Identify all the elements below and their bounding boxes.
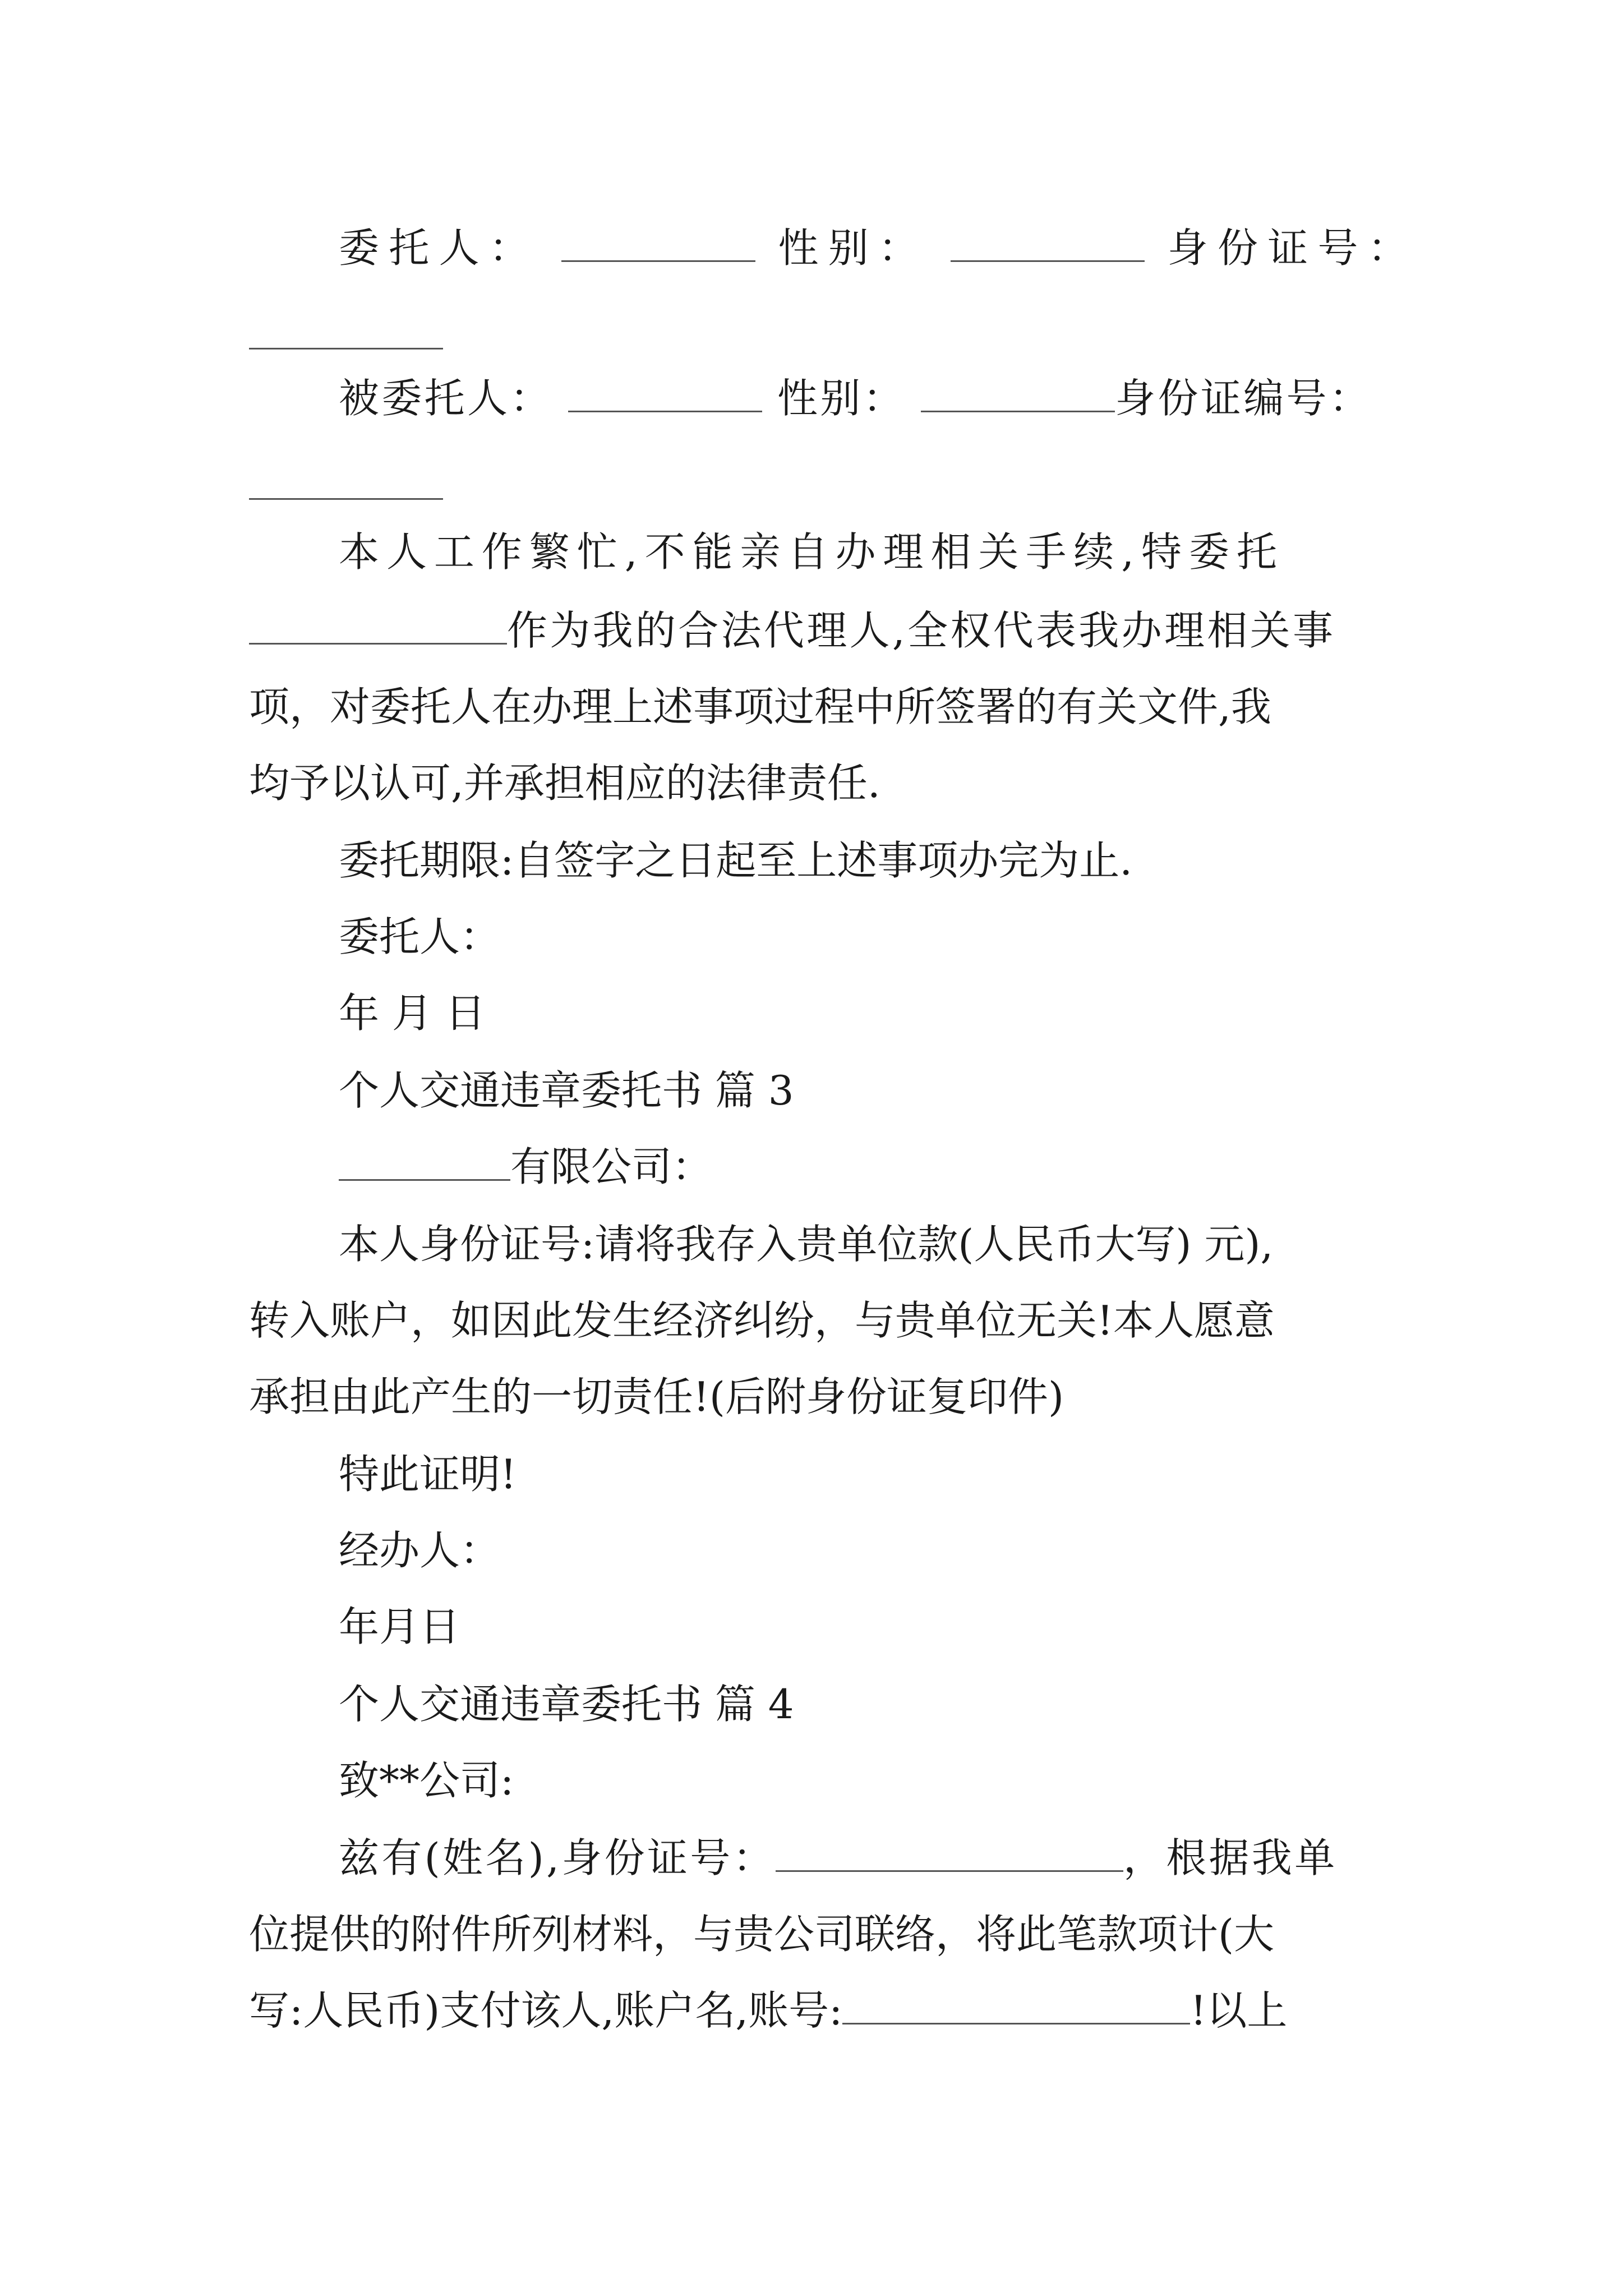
section-heading: [339, 1676, 794, 1732]
agent-name-fill-blank: [249, 604, 507, 645]
agent-name-blank: [568, 371, 762, 412]
principal-gender-label: 性别：: [778, 224, 929, 272]
principal-gender-blank: [951, 221, 1145, 262]
agent-id-line: [249, 458, 443, 514]
body-text: !以上: [1190, 1987, 1288, 2034]
body-text: 作为我的合法代理人,全权代表我办理相关事: [507, 607, 1336, 654]
agent-gender-blank: [921, 371, 1115, 412]
agent-id-label: 身份证编号：: [1115, 375, 1372, 422]
principal-signature-label: 委托人：: [339, 913, 501, 960]
term-line: [339, 832, 1132, 889]
section-title: 个人交通违章委托书 篇 4: [339, 1681, 794, 1728]
date-line: [339, 1599, 460, 1655]
company-name-blank: [339, 1140, 510, 1181]
signature-line: [339, 909, 500, 965]
agent-info-line: [339, 370, 1372, 426]
body-paragraph-line: [249, 1982, 1287, 2039]
body-text: 转入账户，如因此发生经济纠纷，与贵单位无关!本人愿意: [249, 1297, 1275, 1344]
addressee-text: 有限公司：: [510, 1143, 713, 1190]
body-paragraph-line: [339, 1830, 1338, 1886]
id-number-blank: [776, 1831, 1123, 1872]
addressee-line: [339, 1752, 514, 1809]
date-text: 年 月 日: [339, 990, 486, 1037]
principal-info-line: [339, 220, 1418, 276]
body-text: 位提供的附件所列材料，与贵公司联络，将此笔款项计(大: [249, 1911, 1275, 1958]
body-text: 均予以认可,并承担相应的法律责任.: [249, 760, 880, 807]
closing-text: 特此证明!: [339, 1451, 517, 1498]
agent-gender-label: 性别：: [777, 375, 906, 422]
handler-line: [339, 1522, 500, 1579]
principal-label: 委托人：: [339, 224, 540, 272]
body-text: 兹有(姓名),身份证号：: [339, 1834, 776, 1881]
body-paragraph-line: [339, 1216, 1273, 1272]
body-paragraph-line: [249, 602, 1335, 659]
body-paragraph-line: [249, 755, 880, 811]
section-heading: [339, 1062, 794, 1119]
agent-label: 被委托人：: [339, 375, 553, 422]
principal-name-blank: [561, 221, 755, 262]
body-paragraph-line: [339, 524, 1284, 580]
body-text: ，根据我单: [1123, 1834, 1338, 1881]
term-text: 委托期限:自签字之日起至上述事项办完为止.: [339, 837, 1133, 884]
date-line: [339, 985, 486, 1041]
body-paragraph-line: [249, 679, 1271, 735]
principal-id-line: [249, 307, 443, 364]
section-title: 个人交通违章委托书 篇 3: [339, 1067, 794, 1114]
date-text: 年月日: [339, 1603, 460, 1650]
principal-id-label: 身份证号：: [1167, 224, 1418, 272]
body-text: 本人工作繁忙,不能亲自办理相关手续,特委托: [339, 528, 1284, 576]
handler-label: 经办人：: [339, 1527, 501, 1574]
body-paragraph-line: [249, 1292, 1275, 1349]
body-text: 项，对委托人在办理上述事项过程中所签署的有关文件,我: [249, 683, 1271, 730]
agent-id-blank: [249, 459, 443, 500]
addressee-line: [339, 1139, 712, 1195]
account-number-blank: [842, 1984, 1190, 2024]
principal-id-blank: [249, 309, 443, 349]
body-paragraph-line: [249, 1369, 1064, 1425]
body-paragraph-line: [249, 1906, 1274, 1962]
body-text: 承担由此产生的一切责任!(后附身份证复印件): [249, 1373, 1064, 1420]
body-text: 写:人民币)支付该人,账户名,账号:: [249, 1987, 843, 2034]
body-text: 本人身份证号:请将我存入贵单位款(人民币大写) 元),: [339, 1221, 1274, 1268]
addressee-text: 致**公司:: [339, 1757, 514, 1804]
closing-line: [339, 1446, 517, 1502]
